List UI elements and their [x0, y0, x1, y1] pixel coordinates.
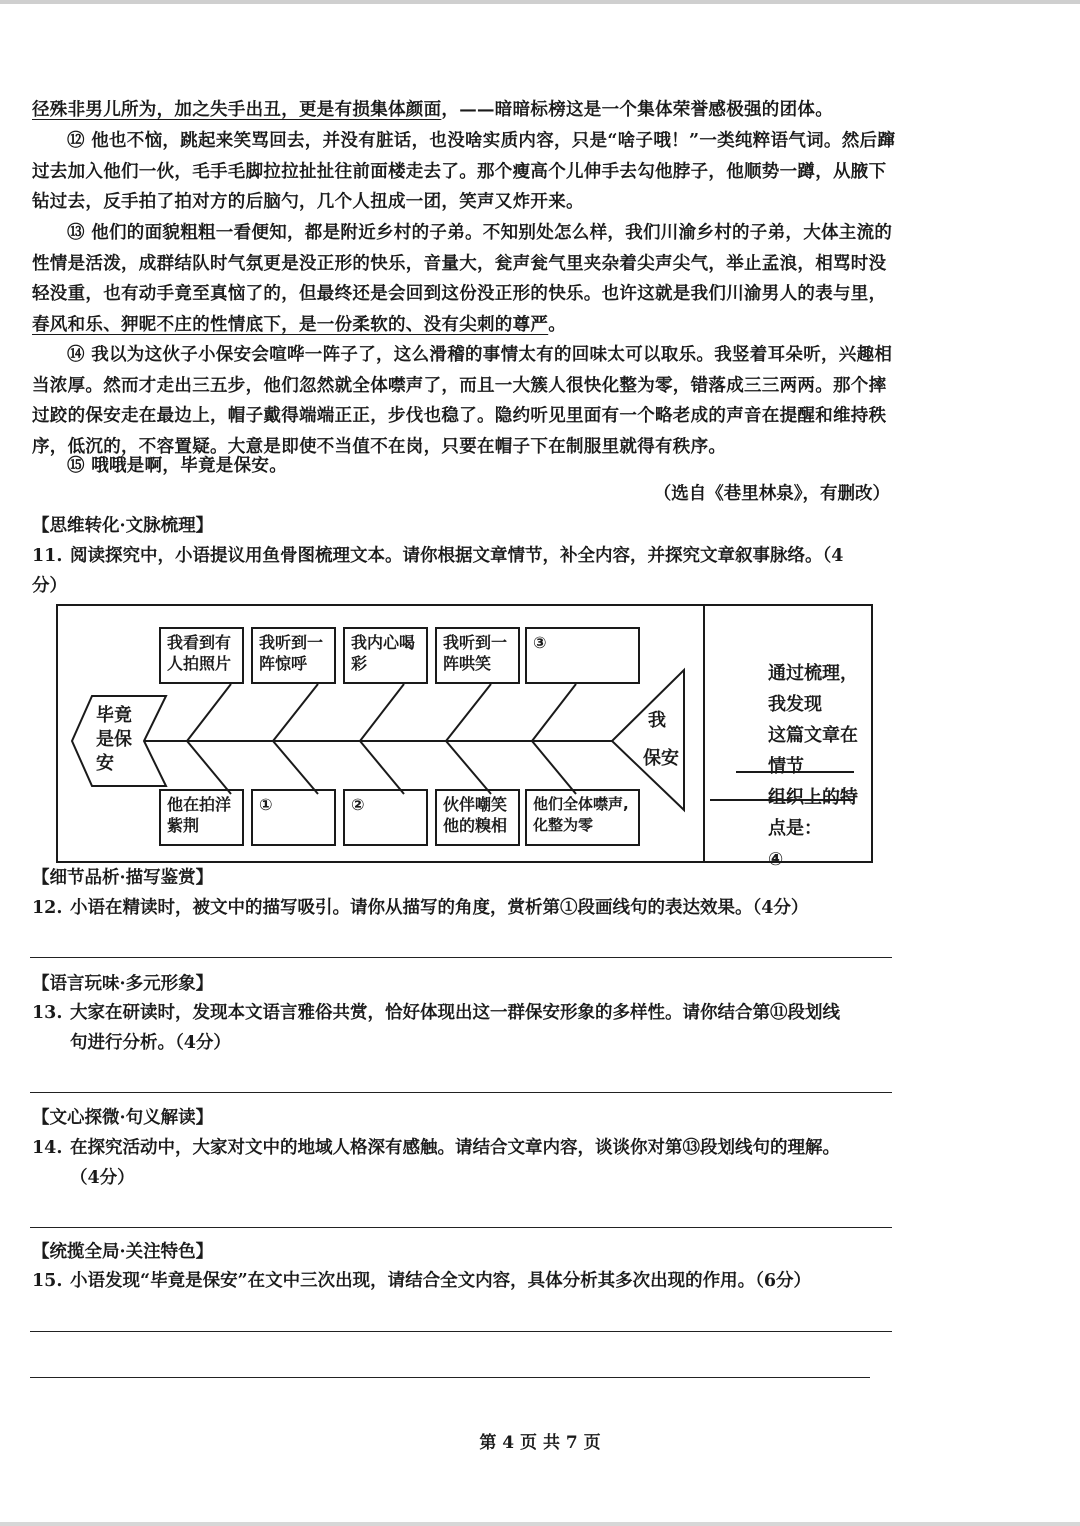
findings-text	[768, 658, 873, 875]
answer-line-14[interactable]	[30, 1227, 892, 1228]
question-text-cont: （4分）	[70, 1168, 135, 1188]
answer-line-12[interactable]	[30, 957, 892, 958]
question-15	[32, 1266, 897, 1296]
question-text: 小语发现“毕竟是保安”在文中三次出现，请结合全文内容，具体分析其多次出现的作用。（6分）	[70, 1271, 812, 1291]
question-text: 阅读探究中，小语提议用鱼骨图梳理文本。请你根据文章情节，补全内容，并探究文章叙事脉络。（4	[70, 546, 844, 566]
question-number: 11.	[32, 546, 63, 566]
answer-line-15a[interactable]	[30, 1331, 892, 1332]
top-box-text-3	[346, 630, 420, 676]
box-line: 阵惊呼	[259, 654, 308, 673]
answer-line-15b[interactable]	[30, 1377, 870, 1378]
bottom-bone-2	[273, 741, 318, 794]
blank-box-2[interactable]	[346, 792, 370, 817]
question-13	[32, 998, 897, 1058]
blank-box-1[interactable]	[254, 792, 278, 817]
paragraph-12: ⑫ 他也不恼，跳起来笑骂回去，并没有脏话，也没啥实质内容，只是“啥子哦！”一类纯粹语气词。然后蹿过去加入他们一伙，毛手毛脚拉拉扯扯往前面楼走去了。那个瘦高个儿伸手去勾他脖子，他顺势一蹲，从腋下钻过去，反手拍了拍对方的后脑勺，几个人扭成一团，笑声又炸开来。	[32, 131, 896, 212]
question-text-cont: 句进行分析。（4分）	[70, 1033, 231, 1053]
top-bone-2	[273, 684, 318, 741]
paragraph-15: ⑮ 哦哦是啊，毕竟是保安。	[67, 456, 287, 476]
box-line: 阵哄笑	[443, 654, 492, 673]
box-line: 紫荆	[167, 816, 200, 835]
bottom-box-text-4	[438, 792, 512, 838]
box-line: ①	[259, 795, 273, 814]
head-label-top: 我	[648, 710, 666, 731]
question-number: 13.	[32, 1003, 63, 1023]
question-14	[32, 1133, 897, 1193]
box-line: 我看到有	[167, 633, 232, 652]
box-line: 他在拍洋	[167, 795, 232, 814]
findings-line: 这篇文章在情节	[768, 725, 858, 777]
box-line: 我听到一	[443, 633, 508, 652]
answer-line-13[interactable]	[30, 1092, 892, 1093]
findings-line: 组织上的特点是：	[768, 787, 858, 839]
page-number: 第 4 页 共 7 页	[479, 1433, 601, 1453]
box-line: ②	[351, 795, 365, 814]
underlined-sentence: 径殊非男儿所为，加之失手出丑，更是有损集体颜面	[32, 100, 442, 120]
blank-box-3[interactable]	[528, 630, 552, 655]
bottom-box-text-5	[528, 792, 634, 838]
paragraph-11-end	[32, 95, 897, 126]
tail-line: 安	[96, 753, 114, 774]
section-heading-12: 【细节品析·描写鉴赏】	[32, 868, 214, 888]
question-text: 在探究活动中，大家对文中的地域人格深有感触。请结合文章内容，谈谈你对第⑬段划线句的理解。	[70, 1138, 840, 1158]
top-box-text-4	[438, 630, 512, 676]
bottom-box-text-1	[162, 792, 236, 838]
section-heading-11: 【思维转化·文脉梳理】	[32, 516, 214, 536]
top-bone-1	[187, 684, 231, 741]
box-line: 他们全体噤声,	[533, 795, 629, 813]
question-number: 14.	[32, 1138, 63, 1158]
scan-edge-top	[0, 0, 1080, 4]
box-line: 人拍照片	[167, 654, 232, 673]
top-bone-3	[360, 684, 404, 741]
section-heading-13: 【语言玩味·多元形象】	[32, 974, 214, 994]
bottom-bone-1	[187, 741, 231, 794]
sentence: ，——暗暗标榜这是一个集体荣誉感极强的团体。	[441, 100, 834, 120]
box-line: 化整为零	[533, 816, 594, 834]
paragraph-13	[32, 218, 897, 340]
box-line: 伙伴嘲笑	[443, 795, 508, 814]
question-text: 大家在研读时，发现本文语言雅俗共赏，恰好体现出这一群保安形象的多样性。请你结合第⑪段划线	[70, 1003, 840, 1023]
bottom-bone-3	[360, 741, 404, 794]
question-text: 小语在精读时，被文中的描写吸引。请你从描写的角度，赏析第①段画线句的表达效果。（4分）	[70, 898, 809, 918]
fishbone-diagram	[56, 604, 873, 870]
top-bone-5	[532, 684, 576, 741]
findings-line: 通过梳理，我发现	[768, 663, 858, 715]
box-line: 我听到一	[259, 633, 324, 652]
section-heading-15: 【统揽全局·关注特色】	[32, 1242, 214, 1262]
sentence: ⑬ 他们的面貌粗粗一看便知，都是附近乡村的子弟。不知别处怎么样，我们川渝乡村的子弟，大体主流的性情是活泼，成群结队时气氛更是没正形的快乐，音量大，瓮声瓮气里夹杂着尖声尖气，举止孟浪，相骂时没轻没重，也有动手竟至真恼了的，但最终还是会回到这份没正形的快乐。也许这就是我们川渝男人的表与里，	[32, 223, 893, 304]
box-line: 我内心喝	[351, 633, 416, 652]
head-label-bottom: 保安	[643, 748, 679, 769]
tail-label	[96, 704, 132, 776]
top-box-text-2	[254, 630, 328, 676]
top-box-text-1	[162, 630, 236, 676]
blank-answer-4[interactable]: ④	[768, 849, 784, 870]
scan-edge-bottom	[0, 1522, 1080, 1526]
question-12	[32, 893, 897, 923]
punctuation: 。	[548, 314, 567, 335]
source-citation: （选自《巷里林泉》，有删改）	[653, 484, 890, 504]
underlined-sentence: 春风和乐、狎昵不庄的性情底下，是一份柔软的、没有尖刺的尊严	[32, 314, 549, 335]
box-line: ③	[533, 633, 547, 652]
section-heading-14: 【文心探微·句义解读】	[32, 1108, 214, 1128]
question-number: 12.	[32, 898, 63, 918]
question-text-cont: 分）	[32, 576, 67, 596]
bottom-bone-4	[446, 741, 491, 794]
question-number: 15.	[32, 1271, 63, 1291]
top-bone-4	[446, 684, 491, 741]
bottom-bone-5	[532, 741, 576, 794]
tail-line: 是保	[96, 729, 132, 750]
tail-line: 毕竟	[96, 705, 132, 726]
box-line: 他的糗相	[443, 816, 508, 835]
box-line: 彩	[351, 654, 368, 673]
paragraph-14: ⑭ 我以为这伙子小保安会喧哗一阵子了，这么滑稽的事情太有的回味太可以取乐。我竖着耳朵听，兴趣相当浓厚。然而才走出三五步，他们忽然就全体噤声了，而且一大簇人很快化整为零，错落成三三两两。那个摔过跤的保安走在最边上，帽子戴得端端正正，步伐也稳了。隐约听见里面有一个略老成的声音在提醒和维持秩序，低沉的，不容置疑。大意是即使不当值不在岗，只要在帽子下在制服里就得有秩序。	[32, 345, 893, 457]
question-11	[32, 541, 897, 601]
